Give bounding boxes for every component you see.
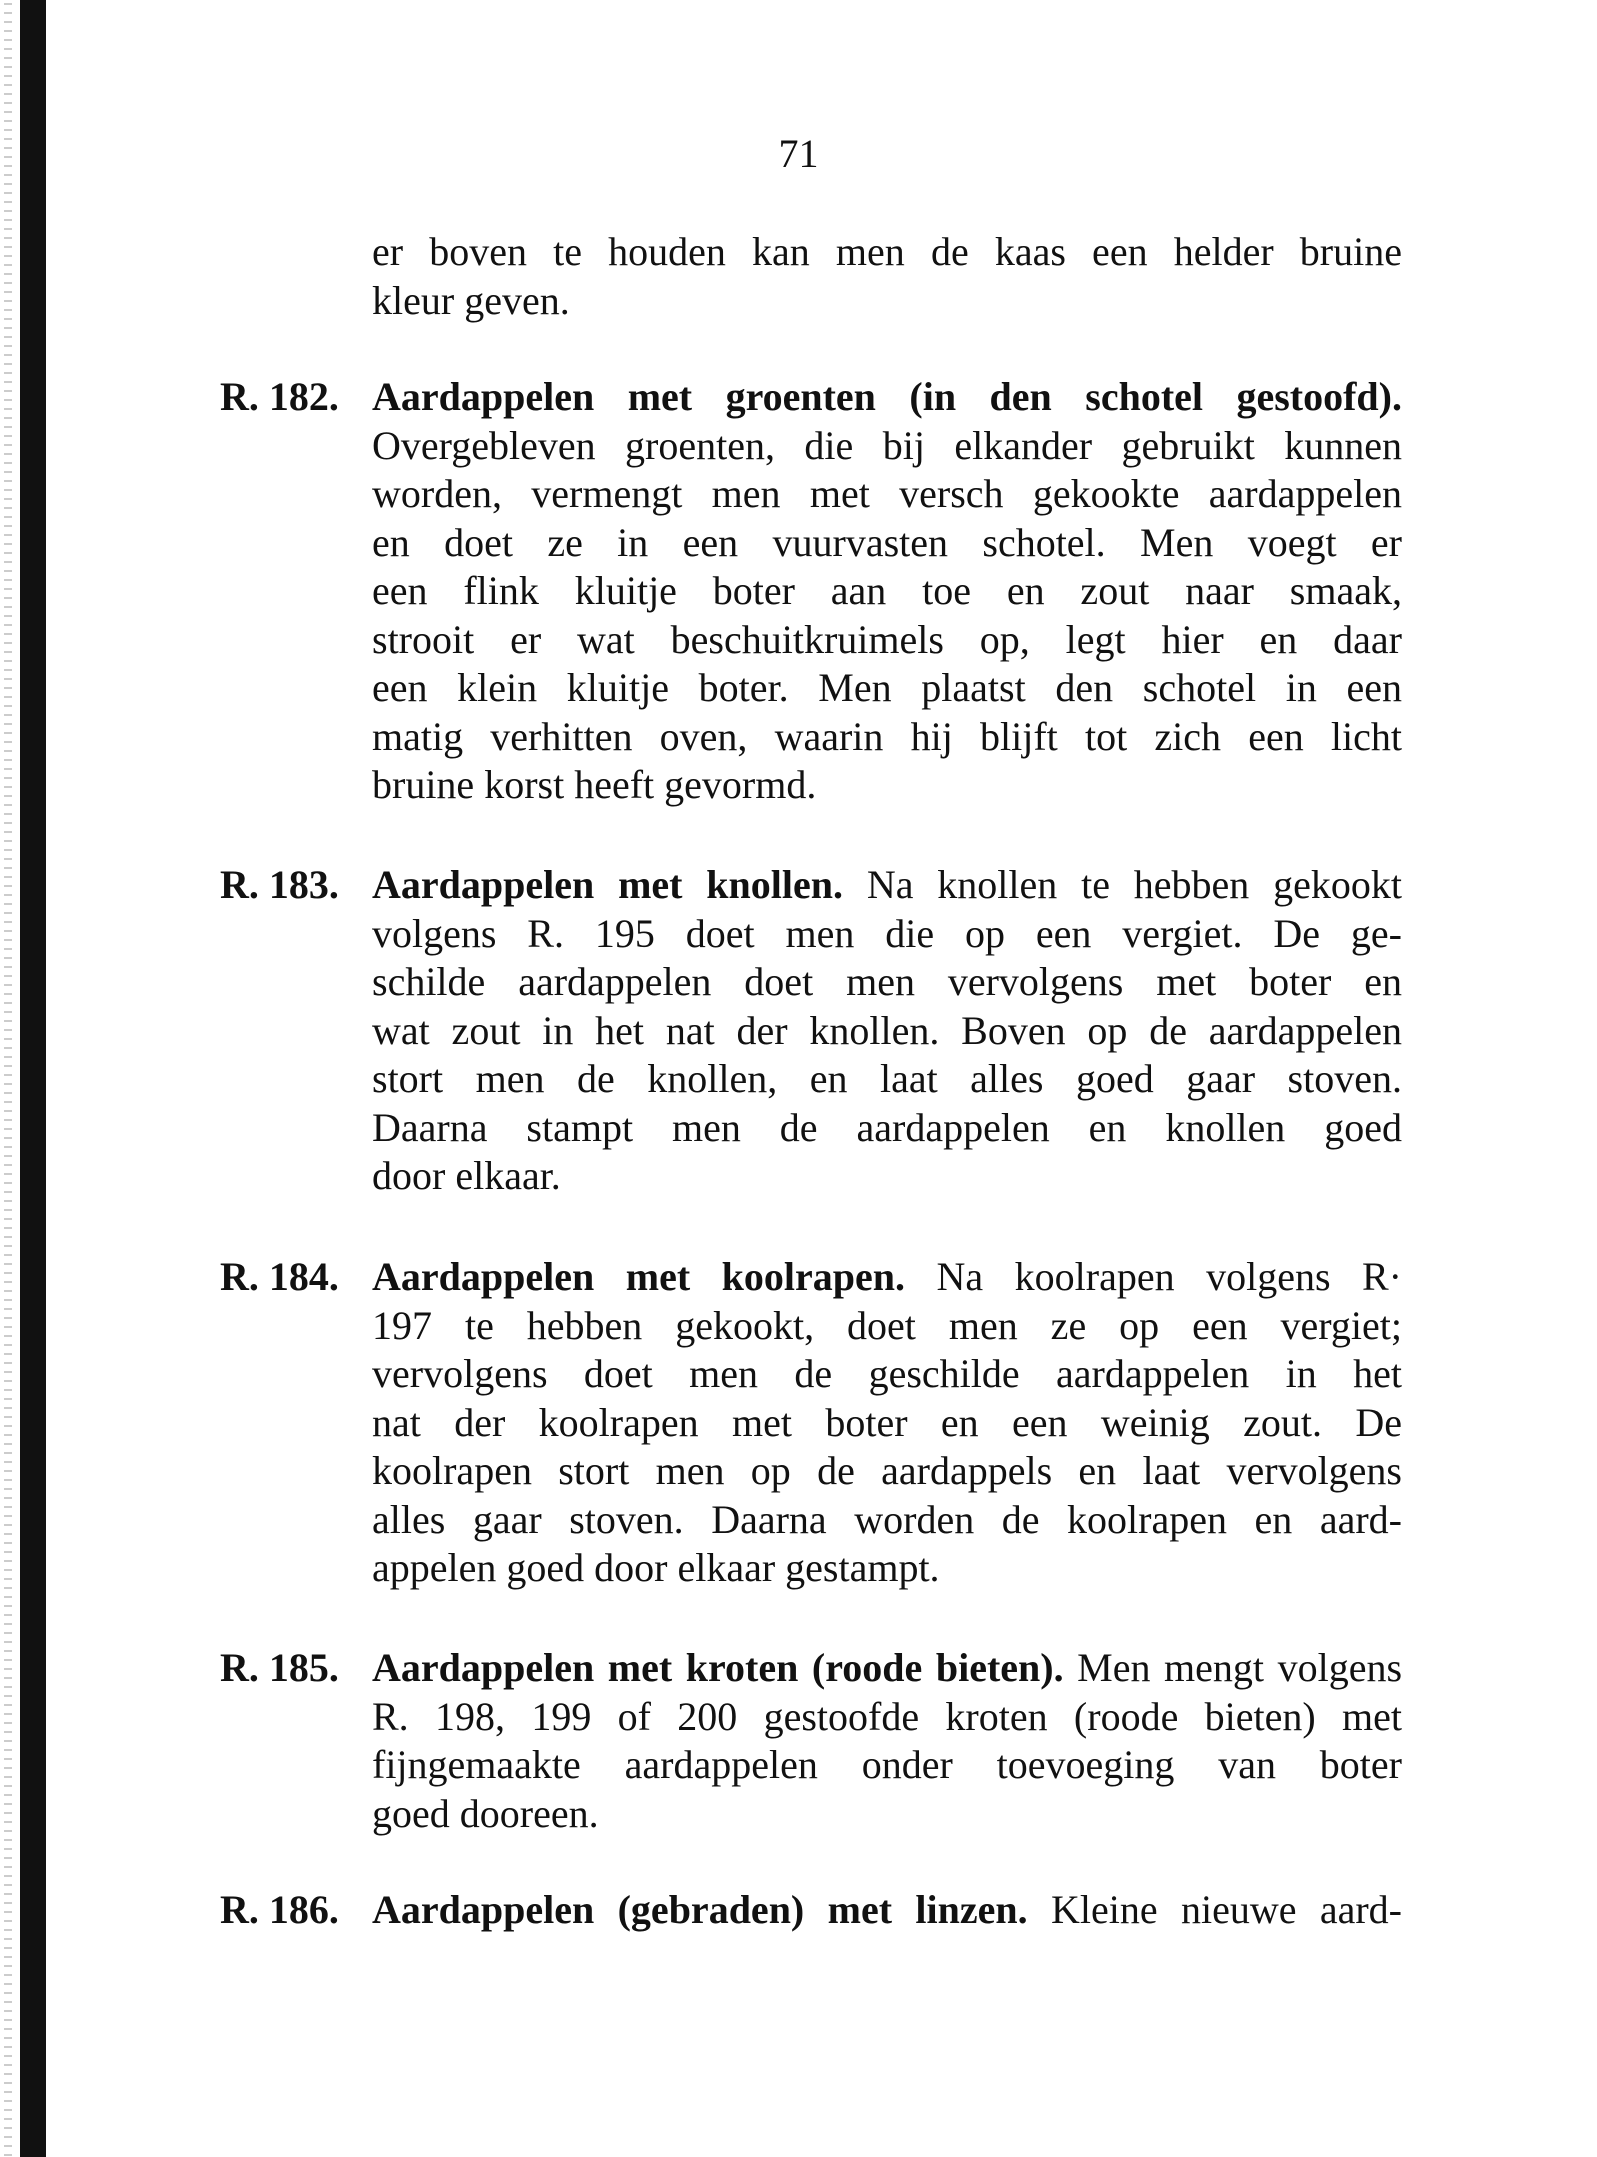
text-line: goed dooreen. <box>372 1790 599 1836</box>
scan-edge <box>4 0 12 2157</box>
text-line: vervolgens doet men de geschilde aardappelen in het <box>372 1351 1402 1396</box>
text-line: een klein kluitje boter. Men plaatst den schotel in een <box>372 665 1402 710</box>
text-line <box>372 1886 1402 1935</box>
binding-shadow <box>20 0 46 2157</box>
recipe-title: Aardappelen met groenten (in den schotel gestoofd). <box>372 374 1402 419</box>
text-line: nat der koolrapen met boter en een weinig zout. De <box>372 1399 1402 1445</box>
recipe-title: Aardappelen met kroten (roode bieten). <box>372 1645 1064 1690</box>
text-line: 197 te hebben gekookt, doet men ze op een vergiet; <box>372 1302 1402 1348</box>
text-line: fijngemaakte aardappelen onder toevoeging van boter <box>372 1742 1402 1787</box>
text-run: Na knollen te hebben gekookt <box>843 862 1402 907</box>
recipe-paragraph <box>372 1253 1402 1593</box>
recipe-title: Aardappelen met knollen. <box>372 862 844 907</box>
text-line: Overgebleven groenten, die bij elkander gebruikt kunnen <box>372 422 1402 468</box>
text-line: stort men de knollen, en laat alles goed gaar stoven. <box>372 1056 1402 1101</box>
text-run: Kleine nieuwe aard- <box>1027 1887 1402 1932</box>
text-line: R. 198, 199 of 200 gestoofde kroten (roode bieten) met <box>372 1693 1402 1739</box>
text-line: bruine korst heeft gevormd. <box>372 762 817 807</box>
text-line: wat zout in het nat der knollen. Boven op de aardappelen <box>372 1007 1402 1053</box>
recipe-title: Aardappelen met koolrapen. <box>372 1254 905 1299</box>
text-line: door elkaar. <box>372 1153 561 1198</box>
page-number: 71 <box>778 131 819 176</box>
recipe-paragraph <box>372 1886 1402 1935</box>
text-line: strooit er wat beschuitkruimels op, legt hier en daar <box>372 616 1402 662</box>
text-line: matig verhitten oven, waarin hij blijft tot zich een licht <box>372 713 1402 759</box>
recipe-paragraph <box>372 861 1402 1201</box>
text-line <box>372 861 1402 910</box>
recipe-number: R. 186. <box>220 1887 339 1932</box>
text-line: er boven te houden kan men de kaas een helder bruine <box>372 229 1402 274</box>
text-line: alles gaar stoven. Daarna worden de koolrapen en aard- <box>372 1496 1402 1542</box>
text-line: kleur geven. <box>372 277 570 323</box>
text-run: Men mengt volgens <box>1063 1645 1403 1690</box>
recipe-paragraph <box>372 373 1402 810</box>
text-line <box>372 373 1402 422</box>
intro-paragraph <box>372 228 1402 325</box>
recipe-number: R. 182. <box>220 374 339 419</box>
recipe-number: R. 183. <box>220 862 339 907</box>
recipe-title: Aardappelen (gebraden) met linzen. <box>372 1887 1028 1932</box>
text-line: Daarna stampt men de aardappelen en knollen goed <box>372 1104 1402 1150</box>
text-line: koolrapen stort men op de aardappels en laat vervolgens <box>372 1448 1402 1493</box>
recipe-number: R. 184. <box>220 1254 339 1299</box>
text-line <box>372 1253 1402 1302</box>
text-line: een flink kluitje boter aan toe en zout naar smaak, <box>372 568 1402 613</box>
recipe-number: R. 185. <box>220 1645 339 1690</box>
recipe-paragraph <box>372 1644 1402 1838</box>
text-line <box>372 1644 1402 1693</box>
text-line: schilde aardappelen doet men vervolgens met boter en <box>372 959 1402 1004</box>
text-line: en doet ze in een vuurvasten schotel. Men voegt er <box>372 519 1402 565</box>
text-run: Na koolrapen volgens R· <box>905 1254 1403 1299</box>
text-line: worden, vermengt men met versch gekookte aardappelen <box>372 471 1402 516</box>
text-line: volgens R. 195 doet men die op een vergiet. De ge- <box>372 910 1402 956</box>
text-line: appelen goed door elkaar gestampt. <box>372 1545 940 1590</box>
